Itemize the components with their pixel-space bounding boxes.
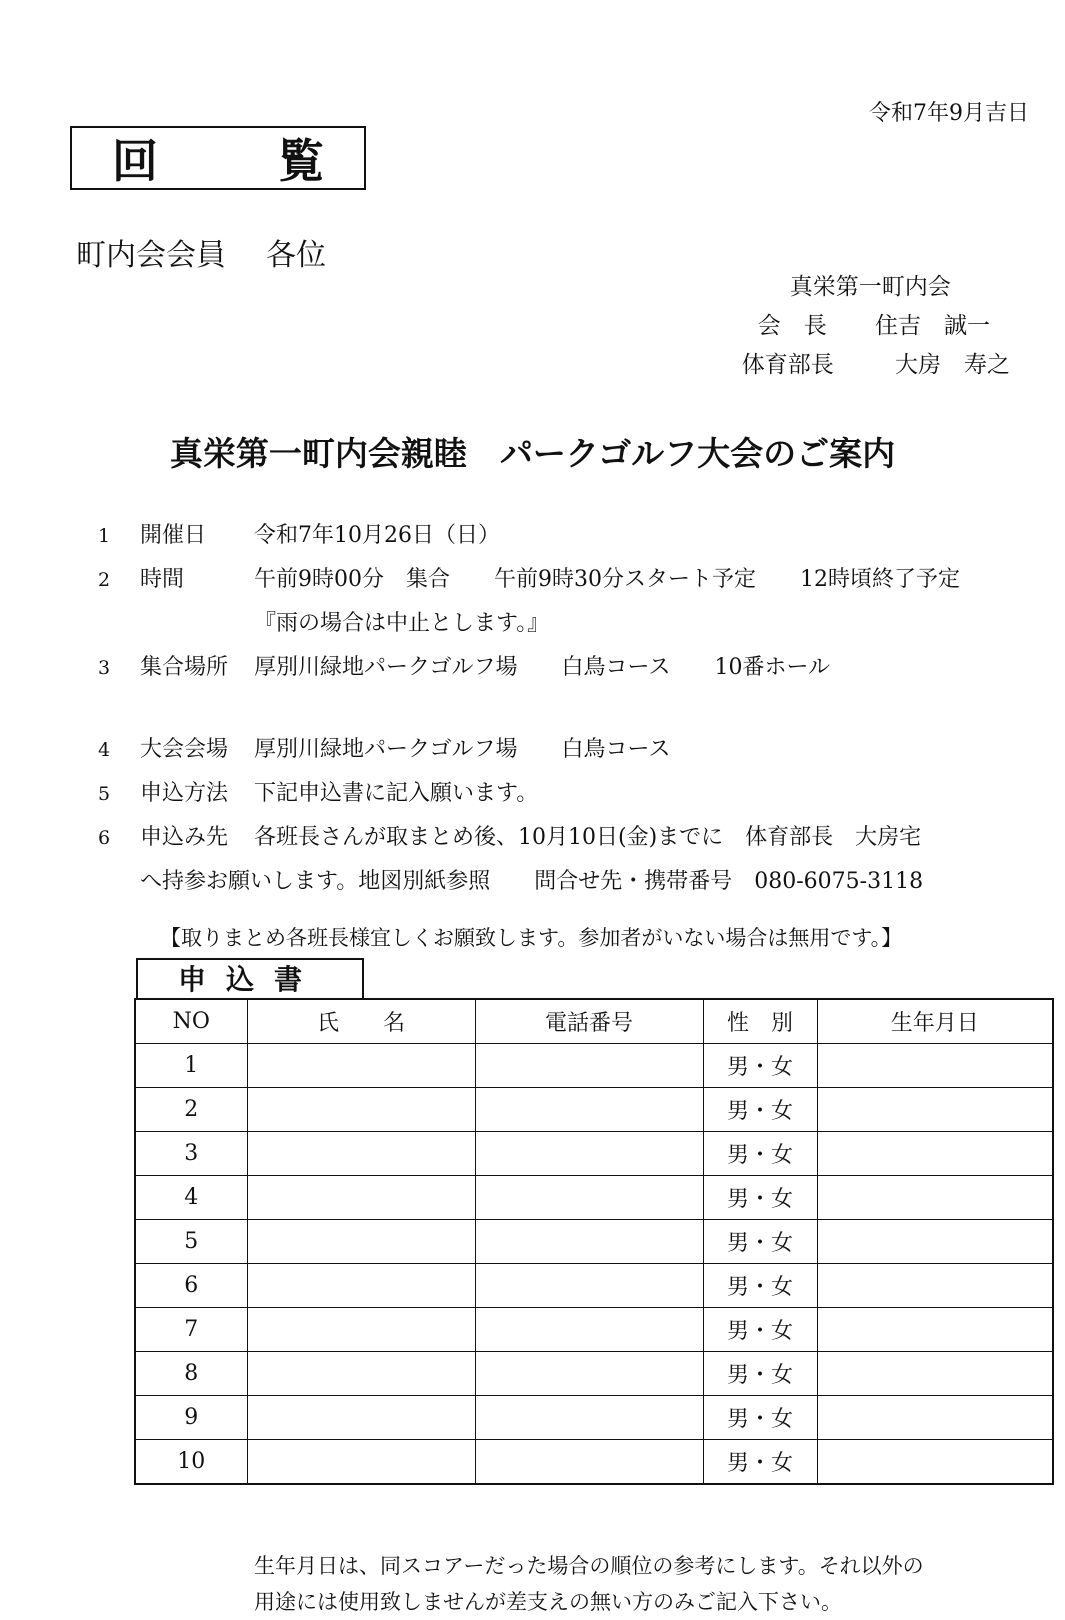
item-label: 開催日 [140,523,207,548]
item-number: 1 [98,525,111,547]
row-number: 9 [135,1396,247,1440]
item-number: 5 [98,783,111,805]
header-name: 氏 名 [247,999,475,1044]
header-no: NO [135,999,247,1044]
circular-label-char-2: 覧 [278,134,324,188]
header-gender: 性 別 [703,999,817,1044]
circular-label [70,126,366,190]
sender-line [742,307,1010,346]
name-field[interactable] [247,1132,475,1176]
footer-note [254,1548,924,1620]
item-number: 3 [98,657,111,679]
sender-name: 住吉 誠一 [875,313,990,339]
sender-role: 会 長 [757,313,827,339]
phone-field[interactable] [475,1088,703,1132]
sender-name: 大房 寿之 [895,352,1010,378]
birthdate-field[interactable] [817,1088,1053,1132]
table-row [135,1308,1053,1352]
document-title: 真栄第一町内会親睦 パークゴルフ大会のご案内 [169,434,896,473]
item-number: 2 [98,569,111,591]
item-label: 申込み先 [140,825,229,850]
detail-item-continuation: へ持参お願いします。地図別紙参照 問合せ先・携帯番号 080-6075-3118 [140,869,924,894]
gender-cell[interactable]: 男・女 [703,1440,817,1485]
row-number: 6 [135,1264,247,1308]
name-field[interactable] [247,1088,475,1132]
phone-field[interactable] [475,1352,703,1396]
name-field[interactable] [247,1176,475,1220]
detail-item [98,518,500,549]
row-number: 4 [135,1176,247,1220]
detail-item [98,562,960,593]
row-number: 10 [135,1440,247,1485]
phone-field[interactable] [475,1440,703,1485]
document-date: 令和7年9月吉日 [869,101,1029,126]
name-field[interactable] [247,1352,475,1396]
item-label: 集合場所 [140,655,229,680]
circular-label-char-1: 回 [112,134,158,188]
item-label: 時間 [140,567,185,592]
table-row [135,1044,1053,1088]
gender-cell[interactable]: 男・女 [703,1264,817,1308]
gender-cell[interactable]: 男・女 [703,1396,817,1440]
sender-role: 体育部長 [741,352,834,378]
gender-cell[interactable]: 男・女 [703,1220,817,1264]
birthdate-field[interactable] [817,1308,1053,1352]
birthdate-field[interactable] [817,1044,1053,1088]
row-number: 5 [135,1220,247,1264]
name-field[interactable] [247,1264,475,1308]
gender-cell[interactable]: 男・女 [703,1176,817,1220]
birthdate-field[interactable] [817,1264,1053,1308]
phone-field[interactable] [475,1044,703,1088]
sender-org: 真栄第一町内会 [789,274,951,300]
birthdate-field[interactable] [817,1176,1053,1220]
birthdate-field[interactable] [817,1220,1053,1264]
application-form-table [134,998,1054,1485]
detail-item [98,776,538,807]
row-number: 3 [135,1132,247,1176]
row-number: 1 [135,1044,247,1088]
gender-cell[interactable]: 男・女 [703,1308,817,1352]
sender-line [742,346,1010,385]
gender-cell[interactable]: 男・女 [703,1132,817,1176]
item-text: 令和7年10月26日（日） [254,523,500,548]
table-row [135,1440,1053,1485]
birthdate-field[interactable] [817,1440,1053,1485]
form-label: 申込書 [136,958,364,998]
addressee-honorific: 各位 [266,238,326,273]
name-field[interactable] [247,1220,475,1264]
row-number: 2 [135,1088,247,1132]
phone-field[interactable] [475,1132,703,1176]
item-text: 『雨の場合は中止とします。』 [254,611,550,636]
name-field[interactable] [247,1396,475,1440]
name-field[interactable] [247,1044,475,1088]
table-row [135,1396,1053,1440]
header-phone: 電話番号 [475,999,703,1044]
row-number: 8 [135,1352,247,1396]
birthdate-field[interactable] [817,1396,1053,1440]
addressee [76,230,326,274]
item-label: 大会会場 [140,737,229,762]
gender-cell[interactable]: 男・女 [703,1044,817,1088]
phone-field[interactable] [475,1396,703,1440]
footer-line: 生年月日は、同スコアーだった場合の順位の参考にします。それ以外の [254,1554,924,1578]
detail-item [98,820,921,851]
phone-field[interactable] [475,1220,703,1264]
table-row [135,1088,1053,1132]
footer-line: 用途には使用致しませんが差支えの無い方のみご記入下さい。 [254,1590,842,1614]
coordinator-note: 【取りまとめ各班長様宜しくお願致します。参加者がいない場合は無用です。】 [160,926,903,950]
table-row [135,1132,1053,1176]
item-text: 各班長さんが取まとめ後、10月10日(金)までに 体育部長 大房宅 [254,825,922,850]
table-row [135,1220,1053,1264]
phone-field[interactable] [475,1176,703,1220]
item-text: 厚別川緑地パークゴルフ場 白鳥コース [254,737,671,762]
addressee-group: 町内会会員 [76,238,226,273]
table-header-row [135,999,1053,1044]
table-row [135,1176,1053,1220]
birthdate-field[interactable] [817,1132,1053,1176]
form-rows [135,1044,1053,1485]
detail-item [98,732,670,763]
item-number: 4 [98,739,111,761]
name-field[interactable] [247,1308,475,1352]
item-text: 下記申込書に記入願います。 [254,781,539,806]
item-label: 申込方法 [140,781,229,806]
gender-cell[interactable]: 男・女 [703,1352,817,1396]
phone-field[interactable] [475,1264,703,1308]
item-text: 厚別川緑地パークゴルフ場 白鳥コース 10番ホール [254,655,831,680]
header-birthdate: 生年月日 [817,999,1053,1044]
table-row [135,1352,1053,1396]
item-number: 6 [98,827,111,849]
sender-block [742,268,1010,385]
row-number: 7 [135,1308,247,1352]
birthdate-field[interactable] [817,1352,1053,1396]
item-text: 午前9時00分 集合 午前9時30分スタート予定 12時頃終了予定 [254,567,960,592]
detail-item [98,606,549,637]
table-row [135,1264,1053,1308]
detail-item [98,650,830,681]
phone-field[interactable] [475,1308,703,1352]
gender-cell[interactable]: 男・女 [703,1088,817,1132]
name-field[interactable] [247,1440,475,1485]
